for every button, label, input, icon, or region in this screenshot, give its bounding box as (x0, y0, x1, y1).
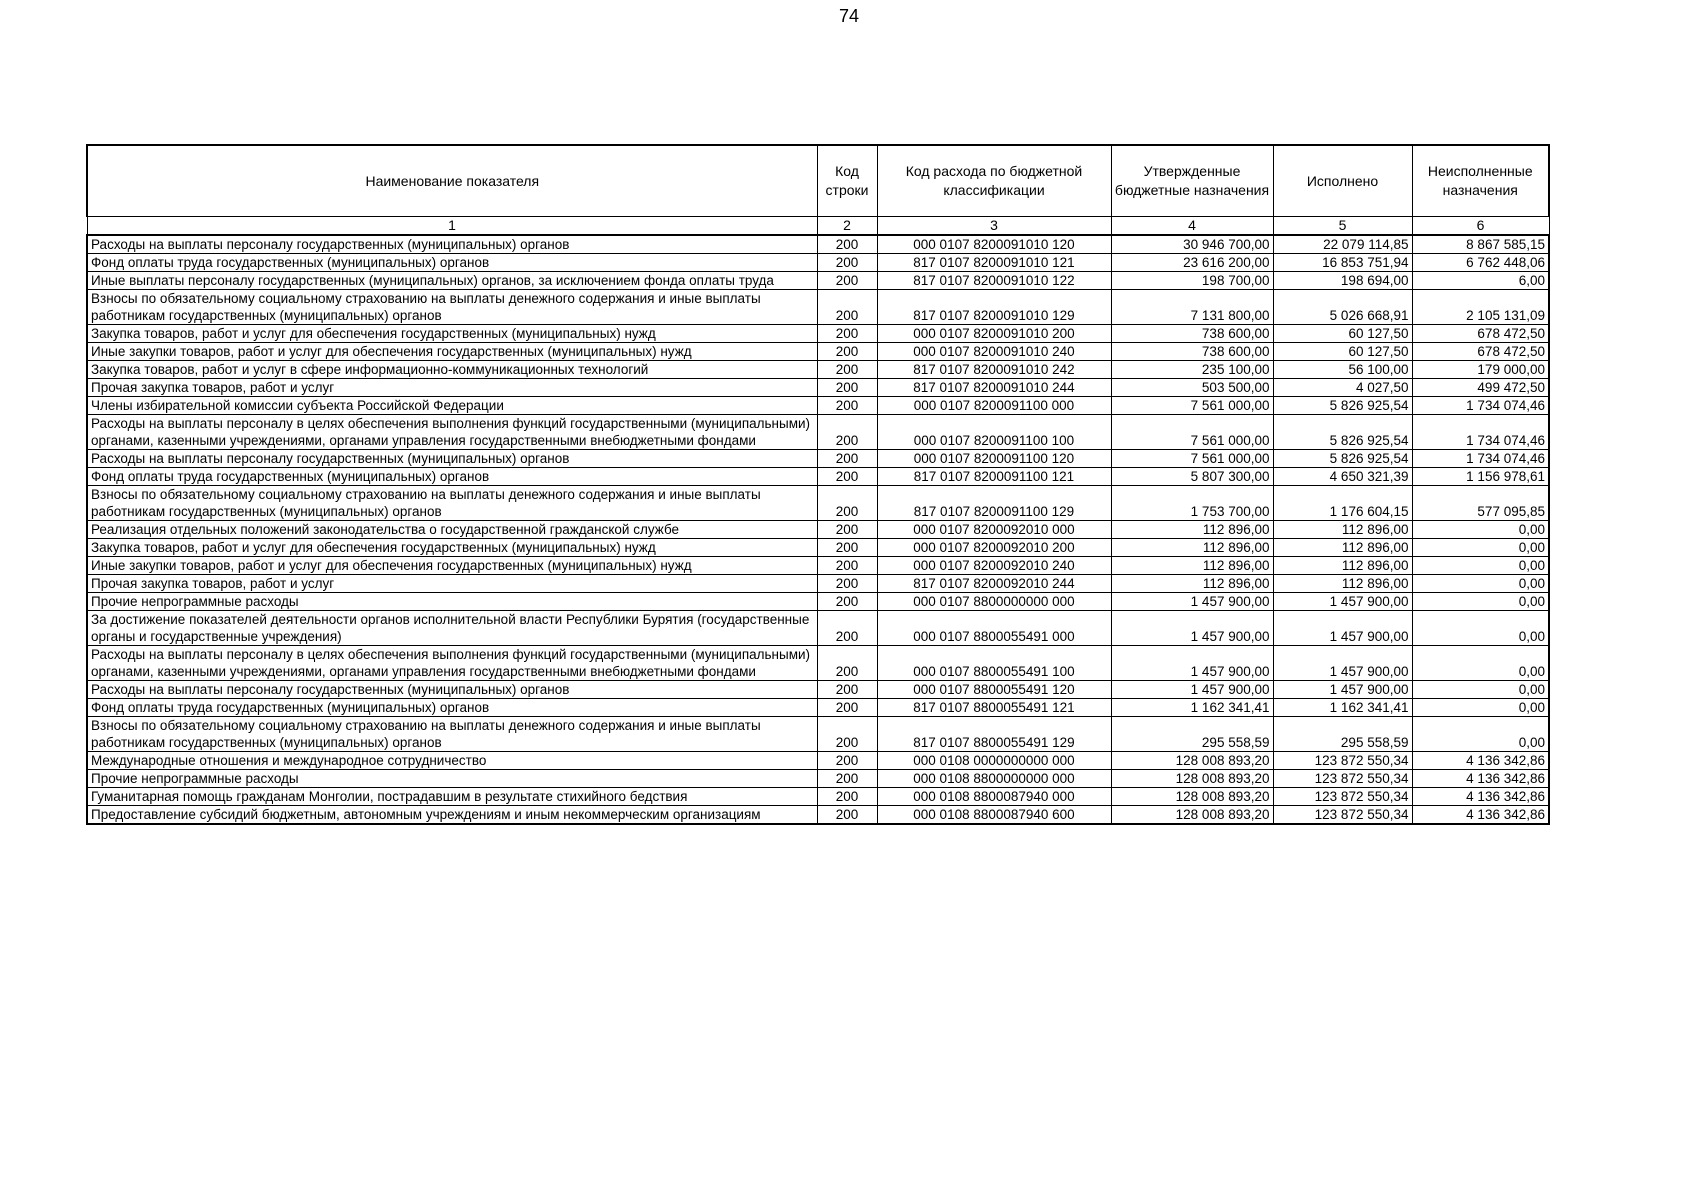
row-unexecuted: 1 734 074,46 (1412, 415, 1549, 450)
row-unexecuted: 0,00 (1412, 539, 1549, 557)
row-executed: 123 872 550,34 (1273, 770, 1412, 788)
row-executed: 1 457 900,00 (1273, 593, 1412, 611)
row-line-code: 200 (817, 539, 877, 557)
row-name: Расходы на выплаты персоналу государственных (муниципальных) органов (87, 450, 817, 468)
table-row (87, 450, 1549, 468)
row-kbk: 817 0107 8200091100 121 (877, 468, 1111, 486)
table-row (87, 770, 1549, 788)
row-approved: 1 162 341,41 (1111, 699, 1273, 717)
row-unexecuted: 1 734 074,46 (1412, 397, 1549, 415)
row-executed: 5 826 925,54 (1273, 397, 1412, 415)
header-kbk: Код расхода по бюджетной классификации (877, 145, 1111, 217)
row-kbk: 817 0107 8200091010 129 (877, 290, 1111, 325)
row-line-code: 200 (817, 593, 877, 611)
row-approved: 7 131 800,00 (1111, 290, 1273, 325)
table-row (87, 343, 1549, 361)
row-unexecuted: 0,00 (1412, 611, 1549, 646)
table-row (87, 806, 1549, 825)
row-kbk: 000 0108 8800087940 600 (877, 806, 1111, 825)
row-line-code: 200 (817, 699, 877, 717)
row-approved: 30 946 700,00 (1111, 235, 1273, 254)
row-unexecuted: 0,00 (1412, 575, 1549, 593)
row-approved: 1 457 900,00 (1111, 593, 1273, 611)
row-approved: 128 008 893,20 (1111, 806, 1273, 825)
row-kbk: 817 0107 8200091010 121 (877, 254, 1111, 272)
row-unexecuted: 4 136 342,86 (1412, 788, 1549, 806)
row-name: Фонд оплаты труда государственных (муниципальных) органов (87, 254, 817, 272)
row-kbk: 000 0107 8800055491 000 (877, 611, 1111, 646)
row-kbk: 817 0107 8200092010 244 (877, 575, 1111, 593)
row-line-code: 200 (817, 379, 877, 397)
column-number: 1 (87, 217, 817, 236)
row-unexecuted: 0,00 (1412, 521, 1549, 539)
row-name: За достижение показателей деятельности органов исполнительной власти Республики Бурятия (государственные органы и государственные учреждения) (87, 611, 817, 646)
row-kbk: 817 0107 8200091010 244 (877, 379, 1111, 397)
row-unexecuted: 6 762 448,06 (1412, 254, 1549, 272)
row-name: Иные выплаты персоналу государственных (муниципальных) органов, за исключением фонда оплаты труда (87, 272, 817, 290)
row-name: Расходы на выплаты персоналу в целях обеспечения выполнения функций государственными (муниципальными) органами, казенными учреждениями, органами управления государственными внебюджетными фондами (87, 415, 817, 450)
row-unexecuted: 0,00 (1412, 593, 1549, 611)
table-row (87, 521, 1549, 539)
table-row (87, 235, 1549, 254)
table-row (87, 717, 1549, 752)
row-executed: 123 872 550,34 (1273, 806, 1412, 825)
row-approved: 1 457 900,00 (1111, 681, 1273, 699)
row-line-code: 200 (817, 770, 877, 788)
table-row (87, 699, 1549, 717)
row-executed: 123 872 550,34 (1273, 788, 1412, 806)
row-unexecuted: 1 734 074,46 (1412, 450, 1549, 468)
row-kbk: 000 0107 8800000000 000 (877, 593, 1111, 611)
row-executed: 112 896,00 (1273, 575, 1412, 593)
row-name: Фонд оплаты труда государственных (муниципальных) органов (87, 468, 817, 486)
table-row (87, 681, 1549, 699)
row-executed: 60 127,50 (1273, 325, 1412, 343)
row-line-code: 200 (817, 717, 877, 752)
row-unexecuted: 179 000,00 (1412, 361, 1549, 379)
row-line-code: 200 (817, 272, 877, 290)
row-name: Закупка товаров, работ и услуг для обеспечения государственных (муниципальных) нужд (87, 325, 817, 343)
row-kbk: 000 0107 8200091100 100 (877, 415, 1111, 450)
row-approved: 198 700,00 (1111, 272, 1273, 290)
table-row (87, 361, 1549, 379)
column-number: 6 (1412, 217, 1549, 236)
budget-execution-table (86, 144, 1550, 825)
row-line-code: 200 (817, 521, 877, 539)
row-unexecuted: 577 095,85 (1412, 486, 1549, 521)
row-name: Международные отношения и международное сотрудничество (87, 752, 817, 770)
table-row (87, 752, 1549, 770)
row-executed: 1 457 900,00 (1273, 611, 1412, 646)
row-line-code: 200 (817, 325, 877, 343)
row-kbk: 000 0107 8200091010 240 (877, 343, 1111, 361)
header-approved: Утвержденные бюджетные назначения (1111, 145, 1273, 217)
row-unexecuted: 0,00 (1412, 699, 1549, 717)
row-kbk: 000 0108 0000000000 000 (877, 752, 1111, 770)
row-unexecuted: 0,00 (1412, 681, 1549, 699)
row-name: Прочие непрограммные расходы (87, 593, 817, 611)
row-line-code: 200 (817, 681, 877, 699)
table-row (87, 325, 1549, 343)
row-approved: 1 457 900,00 (1111, 611, 1273, 646)
table-row (87, 557, 1549, 575)
column-number: 2 (817, 217, 877, 236)
row-kbk: 000 0107 8200092010 000 (877, 521, 1111, 539)
row-approved: 112 896,00 (1111, 539, 1273, 557)
row-unexecuted: 0,00 (1412, 557, 1549, 575)
row-line-code: 200 (817, 343, 877, 361)
row-kbk: 817 0107 8200091010 122 (877, 272, 1111, 290)
row-name: Расходы на выплаты персоналу в целях обеспечения выполнения функций государственными (муниципальными) органами, казенными учреждениями, органами управления государственными внебюджетными фондами (87, 646, 817, 681)
table-row (87, 486, 1549, 521)
row-approved: 738 600,00 (1111, 325, 1273, 343)
row-kbk: 000 0108 8800000000 000 (877, 770, 1111, 788)
row-name: Закупка товаров, работ и услуг в сфере информационно-коммуникационных технологий (87, 361, 817, 379)
row-unexecuted: 8 867 585,15 (1412, 235, 1549, 254)
row-unexecuted: 0,00 (1412, 646, 1549, 681)
header-line-code: Код строки (817, 145, 877, 217)
row-unexecuted: 6,00 (1412, 272, 1549, 290)
row-name: Реализация отдельных положений законодательства о государственной гражданской службе (87, 521, 817, 539)
row-approved: 5 807 300,00 (1111, 468, 1273, 486)
row-line-code: 200 (817, 415, 877, 450)
row-unexecuted: 678 472,50 (1412, 343, 1549, 361)
row-unexecuted: 499 472,50 (1412, 379, 1549, 397)
row-executed: 4 650 321,39 (1273, 468, 1412, 486)
row-executed: 1 162 341,41 (1273, 699, 1412, 717)
row-executed: 1 176 604,15 (1273, 486, 1412, 521)
row-line-code: 200 (817, 361, 877, 379)
row-line-code: 200 (817, 752, 877, 770)
header-executed: Исполнено (1273, 145, 1412, 217)
row-line-code: 200 (817, 486, 877, 521)
row-name: Иные закупки товаров, работ и услуг для обеспечения государственных (муниципальных) нужд (87, 557, 817, 575)
row-kbk: 000 0107 8200091100 120 (877, 450, 1111, 468)
row-name: Гуманитарная помощь гражданам Монголии, пострадавшим в результате стихийного бедствия (87, 788, 817, 806)
column-number: 5 (1273, 217, 1412, 236)
row-unexecuted: 4 136 342,86 (1412, 752, 1549, 770)
row-line-code: 200 (817, 290, 877, 325)
column-number: 4 (1111, 217, 1273, 236)
row-approved: 112 896,00 (1111, 521, 1273, 539)
row-executed: 1 457 900,00 (1273, 646, 1412, 681)
row-executed: 60 127,50 (1273, 343, 1412, 361)
row-name: Прочие непрограммные расходы (87, 770, 817, 788)
row-kbk: 817 0107 8200091010 242 (877, 361, 1111, 379)
row-approved: 7 561 000,00 (1111, 415, 1273, 450)
row-kbk: 000 0107 8200091010 120 (877, 235, 1111, 254)
row-approved: 23 616 200,00 (1111, 254, 1273, 272)
row-approved: 128 008 893,20 (1111, 752, 1273, 770)
table-row (87, 254, 1549, 272)
row-executed: 22 079 114,85 (1273, 235, 1412, 254)
row-kbk: 000 0107 8200091010 200 (877, 325, 1111, 343)
row-approved: 235 100,00 (1111, 361, 1273, 379)
header-unexecuted: Неисполненные назначения (1412, 145, 1549, 217)
row-executed: 56 100,00 (1273, 361, 1412, 379)
row-executed: 5 026 668,91 (1273, 290, 1412, 325)
row-line-code: 200 (817, 575, 877, 593)
row-executed: 5 826 925,54 (1273, 450, 1412, 468)
row-name: Прочая закупка товаров, работ и услуг (87, 379, 817, 397)
table-body (87, 235, 1549, 824)
row-approved: 503 500,00 (1111, 379, 1273, 397)
row-unexecuted: 678 472,50 (1412, 325, 1549, 343)
page-number: 74 (838, 6, 860, 26)
row-unexecuted: 1 156 978,61 (1412, 468, 1549, 486)
row-approved: 295 558,59 (1111, 717, 1273, 752)
table-header (87, 145, 1549, 235)
row-approved: 128 008 893,20 (1111, 788, 1273, 806)
row-kbk: 817 0107 8200091100 129 (877, 486, 1111, 521)
row-executed: 123 872 550,34 (1273, 752, 1412, 770)
row-name: Предоставление субсидий бюджетным, автономным учреждениям и иным некоммерческим организациям (87, 806, 817, 825)
row-name: Расходы на выплаты персоналу государственных (муниципальных) органов (87, 235, 817, 254)
row-executed: 112 896,00 (1273, 539, 1412, 557)
row-approved: 1 457 900,00 (1111, 646, 1273, 681)
row-line-code: 200 (817, 788, 877, 806)
row-approved: 7 561 000,00 (1111, 397, 1273, 415)
row-approved: 1 753 700,00 (1111, 486, 1273, 521)
row-kbk: 000 0108 8800087940 000 (877, 788, 1111, 806)
row-unexecuted: 4 136 342,86 (1412, 770, 1549, 788)
row-name: Взносы по обязательному социальному страхованию на выплаты денежного содержания и иные выплаты работникам государственных (муниципальных) органов (87, 717, 817, 752)
table-row (87, 611, 1549, 646)
row-executed: 112 896,00 (1273, 521, 1412, 539)
table-row (87, 415, 1549, 450)
row-approved: 7 561 000,00 (1111, 450, 1273, 468)
row-line-code: 200 (817, 806, 877, 825)
row-line-code: 200 (817, 254, 877, 272)
row-executed: 198 694,00 (1273, 272, 1412, 290)
row-name: Иные закупки товаров, работ и услуг для обеспечения государственных (муниципальных) нужд (87, 343, 817, 361)
row-approved: 112 896,00 (1111, 557, 1273, 575)
row-line-code: 200 (817, 450, 877, 468)
row-executed: 4 027,50 (1273, 379, 1412, 397)
header-name: Наименование показателя (87, 145, 817, 217)
table-row (87, 468, 1549, 486)
row-approved: 128 008 893,20 (1111, 770, 1273, 788)
row-kbk: 817 0107 8800055491 129 (877, 717, 1111, 752)
table-row (87, 575, 1549, 593)
row-name: Расходы на выплаты персоналу государственных (муниципальных) органов (87, 681, 817, 699)
row-name: Члены избирательной комиссии субъекта Российской Федерации (87, 397, 817, 415)
row-line-code: 200 (817, 611, 877, 646)
row-kbk: 000 0107 8200091100 000 (877, 397, 1111, 415)
table-row (87, 379, 1549, 397)
row-name: Прочая закупка товаров, работ и услуг (87, 575, 817, 593)
table-row (87, 593, 1549, 611)
row-line-code: 200 (817, 468, 877, 486)
row-approved: 112 896,00 (1111, 575, 1273, 593)
row-kbk: 000 0107 8800055491 120 (877, 681, 1111, 699)
row-executed: 5 826 925,54 (1273, 415, 1412, 450)
column-number: 3 (877, 217, 1111, 236)
row-executed: 112 896,00 (1273, 557, 1412, 575)
row-name: Взносы по обязательному социальному страхованию на выплаты денежного содержания и иные выплаты работникам государственных (муниципальных) органов (87, 290, 817, 325)
table-row (87, 397, 1549, 415)
row-executed: 16 853 751,94 (1273, 254, 1412, 272)
row-name: Фонд оплаты труда государственных (муниципальных) органов (87, 699, 817, 717)
row-unexecuted: 2 105 131,09 (1412, 290, 1549, 325)
row-name: Взносы по обязательному социальному страхованию на выплаты денежного содержания и иные выплаты работникам государственных (муниципальных) органов (87, 486, 817, 521)
row-line-code: 200 (817, 557, 877, 575)
table-row (87, 646, 1549, 681)
table-row (87, 290, 1549, 325)
row-executed: 295 558,59 (1273, 717, 1412, 752)
table-row (87, 539, 1549, 557)
row-approved: 738 600,00 (1111, 343, 1273, 361)
row-line-code: 200 (817, 397, 877, 415)
row-executed: 1 457 900,00 (1273, 681, 1412, 699)
table-row (87, 788, 1549, 806)
row-kbk: 000 0107 8200092010 200 (877, 539, 1111, 557)
row-name: Закупка товаров, работ и услуг для обеспечения государственных (муниципальных) нужд (87, 539, 817, 557)
row-kbk: 817 0107 8800055491 121 (877, 699, 1111, 717)
table-row (87, 272, 1549, 290)
row-line-code: 200 (817, 235, 877, 254)
row-kbk: 000 0107 8200092010 240 (877, 557, 1111, 575)
row-line-code: 200 (817, 646, 877, 681)
row-unexecuted: 4 136 342,86 (1412, 806, 1549, 825)
row-unexecuted: 0,00 (1412, 717, 1549, 752)
row-kbk: 000 0107 8800055491 100 (877, 646, 1111, 681)
